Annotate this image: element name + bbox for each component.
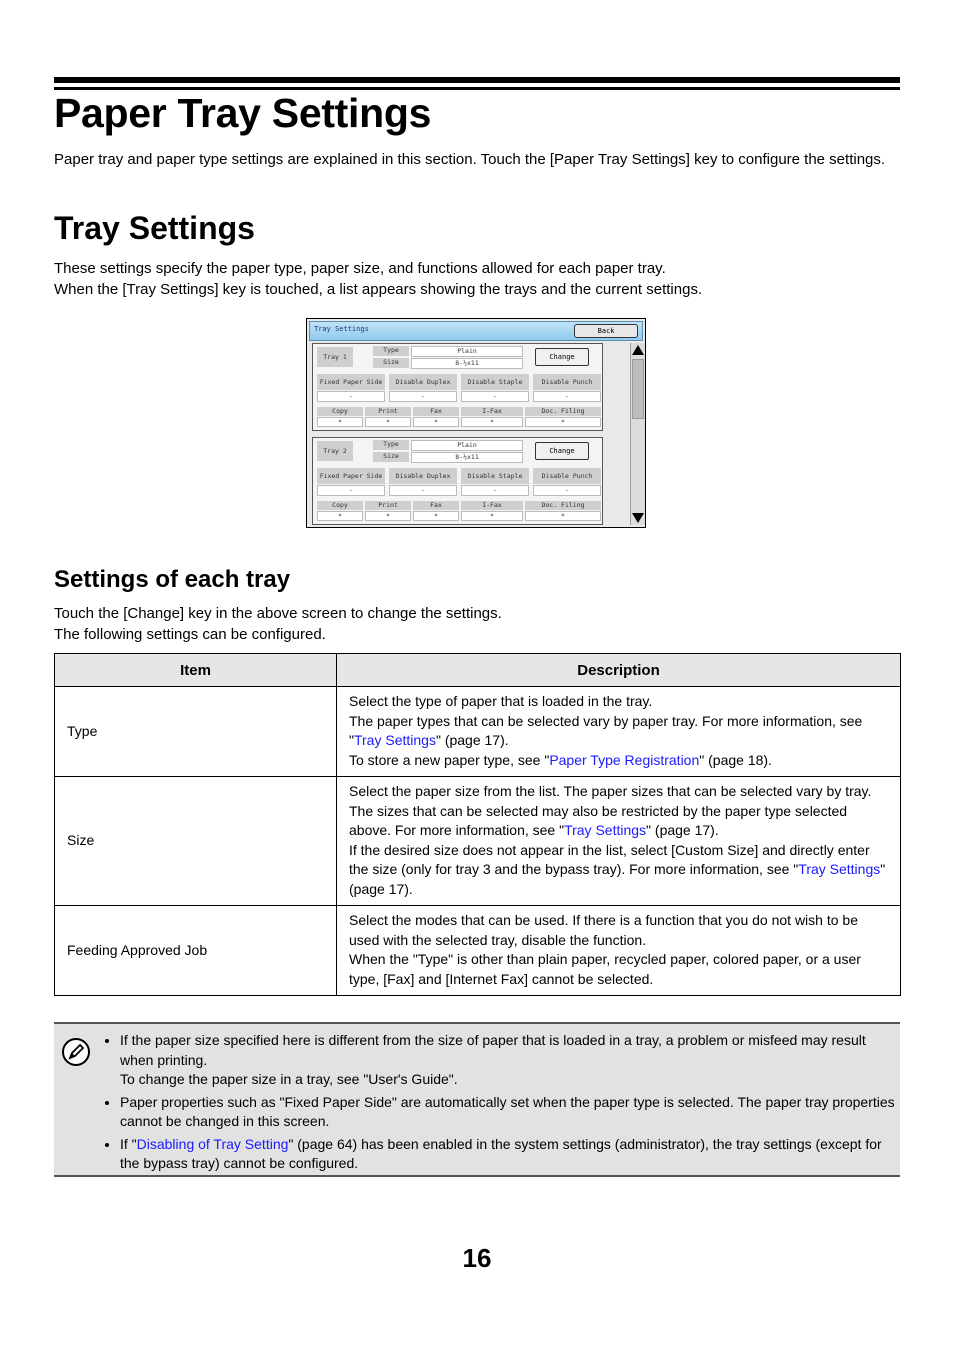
job-ifax-value: * <box>461 417 523 427</box>
value-disable-duplex: - <box>389 485 457 496</box>
type-value: Plain <box>411 346 523 357</box>
header-disable-punch: Disable Punch <box>533 374 601 390</box>
section-heading-each-tray: Settings of each tray <box>54 566 291 593</box>
description-cell: Select the modes that can be used. If there is a function that you do not wish to be used with the selected tray, disable the function. When the "Type" is other than plain paper, recycled paper, colored paper, or a user type, [Fax] and [Internet Fax] cannot be selected. <box>337 906 901 996</box>
link-tray-settings[interactable]: Tray Settings <box>798 861 881 877</box>
pencil-note-icon <box>62 1038 90 1066</box>
value-disable-staple: - <box>461 391 529 402</box>
job-doc-filing-value: * <box>525 511 601 521</box>
link-tray-settings[interactable]: Tray Settings <box>564 822 647 838</box>
description-cell: Select the paper size from the list. The paper sizes that can be selected vary by tray. The sizes that can be selected may also be restricted by the paper type selected above. For more information, see "Tray Settings" (page 17). If the desired size does not appear in the list, select [Custom Size] and directly enter the size (only for tray 3 and the bypass tray). For more information, see "Tray Settings" (page 17). <box>337 777 901 906</box>
size-value: 8-½x11 <box>411 358 523 369</box>
item-cell: Feeding Approved Job <box>55 906 337 996</box>
job-print-value: * <box>365 511 411 521</box>
page-number: 16 <box>462 1243 492 1273</box>
header-fixed-paper-side: Fixed Paper Side <box>317 374 385 390</box>
tray-panel-1 <box>312 343 603 431</box>
change-button[interactable]: Change <box>535 442 589 460</box>
header-disable-duplex: Disable Duplex <box>389 468 457 484</box>
link-paper-type-registration[interactable]: Paper Type Registration <box>549 751 700 768</box>
job-doc-filing-value: * <box>525 417 601 427</box>
note-item: • Paper properties such as "Fixed Paper Side" are automatically set when the paper type is selected. The paper tray properties cannot be changed in this screen. <box>120 1093 900 1132</box>
job-copy-value: * <box>317 417 363 427</box>
job-ifax-value: * <box>461 511 523 521</box>
note-list <box>104 1031 900 1177</box>
tray-settings-line2: When the [Tray Settings] key is touched, a list appears showing the trays and the current settings. <box>54 281 703 298</box>
top-rule-thick <box>54 77 900 83</box>
type-value: Plain <box>411 440 523 451</box>
note-box <box>54 1022 900 1177</box>
header-disable-staple: Disable Staple <box>461 468 529 484</box>
scroll-down-arrow-icon[interactable] <box>632 513 644 523</box>
table-header-row <box>55 654 901 687</box>
note-item: • If the paper size specified here is different from the size of paper that is loaded in a tray, a problem or misfeed may result when printing. To change the paper size in a tray, see "User's Guide". <box>120 1031 900 1090</box>
change-button[interactable]: Change <box>535 348 589 366</box>
scroll-thumb[interactable] <box>632 359 644 419</box>
header-fixed-paper-side: Fixed Paper Side <box>317 468 385 484</box>
each-tray-line1: Touch the [Change] key in the above screen to change the settings. <box>54 605 502 622</box>
size-label: Size <box>373 452 409 462</box>
value-disable-punch: - <box>533 391 601 402</box>
tray-settings-line1: These settings specify the paper type, paper size, and functions allowed for each paper tray. <box>54 260 666 277</box>
value-disable-punch: - <box>533 485 601 496</box>
job-doc-filing: Doc. Filing <box>525 407 601 416</box>
back-button[interactable]: Back <box>574 324 638 338</box>
settings-table <box>54 653 901 996</box>
job-ifax: I-Fax <box>461 407 523 416</box>
note-item: • If "Disabling of Tray Setting" (page 64) has been enabled in the system settings (administrator), the tray settings (except for the bypass tray) cannot be configured. <box>120 1135 900 1174</box>
type-label: Type <box>373 440 409 450</box>
scrollbar[interactable] <box>630 343 645 525</box>
table-row <box>55 777 901 906</box>
col-header-description: Description <box>337 654 901 687</box>
tray-name: Tray 1 <box>317 347 353 367</box>
job-copy: Copy <box>317 407 363 416</box>
job-copy-value: * <box>317 511 363 521</box>
size-label: Size <box>373 358 409 368</box>
link-disabling-of-tray-setting[interactable]: Disabling of Tray Setting <box>136 1135 289 1152</box>
each-tray-line2: The following settings can be configured. <box>54 626 326 643</box>
job-doc-filing: Doc. Filing <box>525 501 601 510</box>
link-tray-settings[interactable]: Tray Settings <box>353 732 436 748</box>
screen-title-bar <box>309 321 643 341</box>
job-print: Print <box>365 501 411 510</box>
table-row <box>55 906 901 996</box>
job-fax: Fax <box>413 501 459 510</box>
item-cell: Type <box>55 687 337 777</box>
header-disable-punch: Disable Punch <box>533 468 601 484</box>
header-disable-duplex: Disable Duplex <box>389 374 457 390</box>
job-ifax: I-Fax <box>461 501 523 510</box>
value-disable-duplex: - <box>389 391 457 402</box>
scroll-up-arrow-icon[interactable] <box>632 345 644 355</box>
screen-title: Tray Settings <box>314 325 369 333</box>
tray-settings-screen <box>306 318 646 528</box>
job-print-value: * <box>365 417 411 427</box>
type-label: Type <box>373 346 409 356</box>
job-copy: Copy <box>317 501 363 510</box>
table-row <box>55 687 901 777</box>
job-fax-value: * <box>413 417 459 427</box>
page-title: Paper Tray Settings <box>54 90 432 136</box>
section-heading-tray-settings: Tray Settings <box>54 210 255 246</box>
job-print: Print <box>365 407 411 416</box>
value-disable-staple: - <box>461 485 529 496</box>
tray-name: Tray 2 <box>317 441 353 461</box>
tray-panel-2 <box>312 437 603 525</box>
item-cell: Size <box>55 777 337 906</box>
col-header-item: Item <box>55 654 337 687</box>
job-fax-value: * <box>413 511 459 521</box>
description-cell: Select the type of paper that is loaded in the tray. The paper types that can be selected vary by paper tray. For more information, see "Tray Settings" (page 17). To store a new paper type, see "Paper Type Registration" (page 18). <box>337 687 901 777</box>
header-disable-staple: Disable Staple <box>461 374 529 390</box>
value-fixed-paper-side: - <box>317 391 385 402</box>
job-fax: Fax <box>413 407 459 416</box>
size-value: 8-½x11 <box>411 452 523 463</box>
value-fixed-paper-side: - <box>317 485 385 496</box>
intro-text: Paper tray and paper type settings are explained in this section. Touch the [Paper Tray Settings] key to configure the settings. <box>54 151 886 168</box>
